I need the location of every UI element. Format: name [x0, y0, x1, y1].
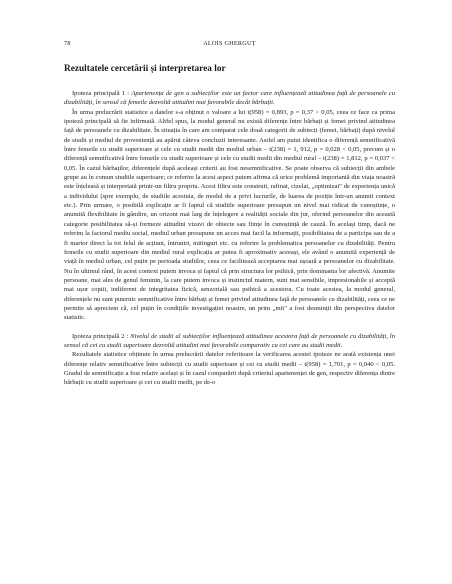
running-head: [64, 40, 395, 52]
body-paragraph-1: În urma prelucrării statistice a datelor s-a obținut o valoare a lui t(958) = 0,893, p = 0,37 > 0,05, ceea ce face ca prima ipoteză principală să fie infirmată. Altfel spus, la modul general nu există diferențe între bărbați și femei privind atitudinea față de persoanele cu dizabilitate. În situația în care am comparat cele două categorii de subiecți (femei, bărbați) după nivelul de studii și mediul de proveniență au apărut câteva concluzii interesante. Astfel am putut identifica o diferență semnificativă între femeile cu studii superioare și cele cu studii medii din mediul urban – t(238) = 1, 912, p = 0,028 < 0,05, precum și o diferență semnificativă între femeile cu studii superioare și cele cu studii medii din mediul rural – t(238) = 1,812, p = 0,037 < 0,05. În cazul bărbaților, diferențele după aceleași criterii au fost nesemnificative. Se poate observa că subiecții din ambele grupe au în comun studiile superioare; ce referire la acest aspect putem afirma că orice problemă importantă din viața noastră este înțeleasă și interpretată printr-un filtru propriu. Acest filtru este construit, rafinat, cizelat, „optimizat" de experiența unică a individului (spre exemplu, de studiile acestuia, de modul de a privi lucrurile, de luarea de poziție într-un anumit context etc.). Prin urmare, o posibilă explicație ar fi faptul că studiile superioare presupun un nivel mai ridicat de cunoștințe, o anumită flexibilitate în gândire, un orizont mai larg de înțelegere a realității sociale din jur, oferind persoanelor din această categorie posibilitatea să-și formeze atitudini vizavi de obiecte sau ființe în cunoștință de cauză. În același timp, dacă ne referim la factorul mediu social, mediul urban presupune un acces mai facil la informații, posibilitatea de a participa sau de a fi martor direct la tot felul de acțiuni, întruniri, mitinguri etc. cu referire la problematica persoanelor cu dizabilități. Pentru femeile cu studii superioare din mediul rural explicația ar putea fi aproximativ aceeași, ele având o anumită experiență de viață în mediul urban, cel puțin pe perioada studiilor, ceea ce facilitează acceptarea mai ușoară a persoanelor cu dizabilitate. Nu în ultimul rând, în acest context putem invoca și faptul că prin structura lor psihică, prin dominanta lor afectivă. Anumite persoane, mai ales de genul feminin, la care putem invoca și instinctul matern, sunt mai sensibile, impresionabile și acceptă mai ușor copiii, indiferent de integritatea fizică, senzorială sau psihică a acestora. Cu toate acestea, la modul general, diferențele nu sunt puternic semnificative între bărbați și femei privind atitudinea față de persoanele cu dizabilități, ceea ce ne permite să apreciem că, cel puțin în condițiile investigației noastre, un prim „mit" a fost desmințit din perspectiva datelor statistic.: [64, 108, 395, 322]
hypothesis-1: [64, 89, 395, 108]
running-head-author: ALOIS GHERGUȚ: [203, 40, 256, 47]
section-title: Rezultatele cercetării și interpretarea lor: [64, 64, 226, 74]
hypothesis-2-text: Nivelul de studii al subiecților influențează atitudinea acestora față de persoanele cu dizabilități, în sensul că cei cu studii superioare dezvoltă atitudini mai favorabile comparativ cu cei care au studii medii.: [64, 332, 396, 349]
hypothesis-1-label: Ipoteza principală 1 :: [72, 90, 130, 97]
body-paragraph-2: Rezultatele statistice obținute în urma prelucrării datelor referitoare la verificarea acestei ipoteze ne arată existența unei diferențe relativ semnificative între subiecții cu studii superioare și cei cu studii medii – t(958) = 1,701, p = 0,040 < 0,05. Gradul de semnificație a fost relativ același și în cazul comparării după criteriul apartenenței de gen, respectiv diferența dintre bărbații cu studii superioare și cei cu studii medii, pe de-o: [64, 351, 395, 387]
hypothesis-2: [64, 332, 395, 351]
page-number: 78: [64, 40, 71, 47]
paragraph-gap: [64, 323, 395, 332]
hypothesis-1-text: Apartenența de gen a subiecților este un factor care influențează atitudinea față de persoanele cu dizabilități, în sensul că femeile dezvoltă atitudini mai favorabile decât bărbații.: [64, 90, 395, 107]
hypothesis-2-label: Ipoteza principală 2 :: [72, 332, 129, 340]
